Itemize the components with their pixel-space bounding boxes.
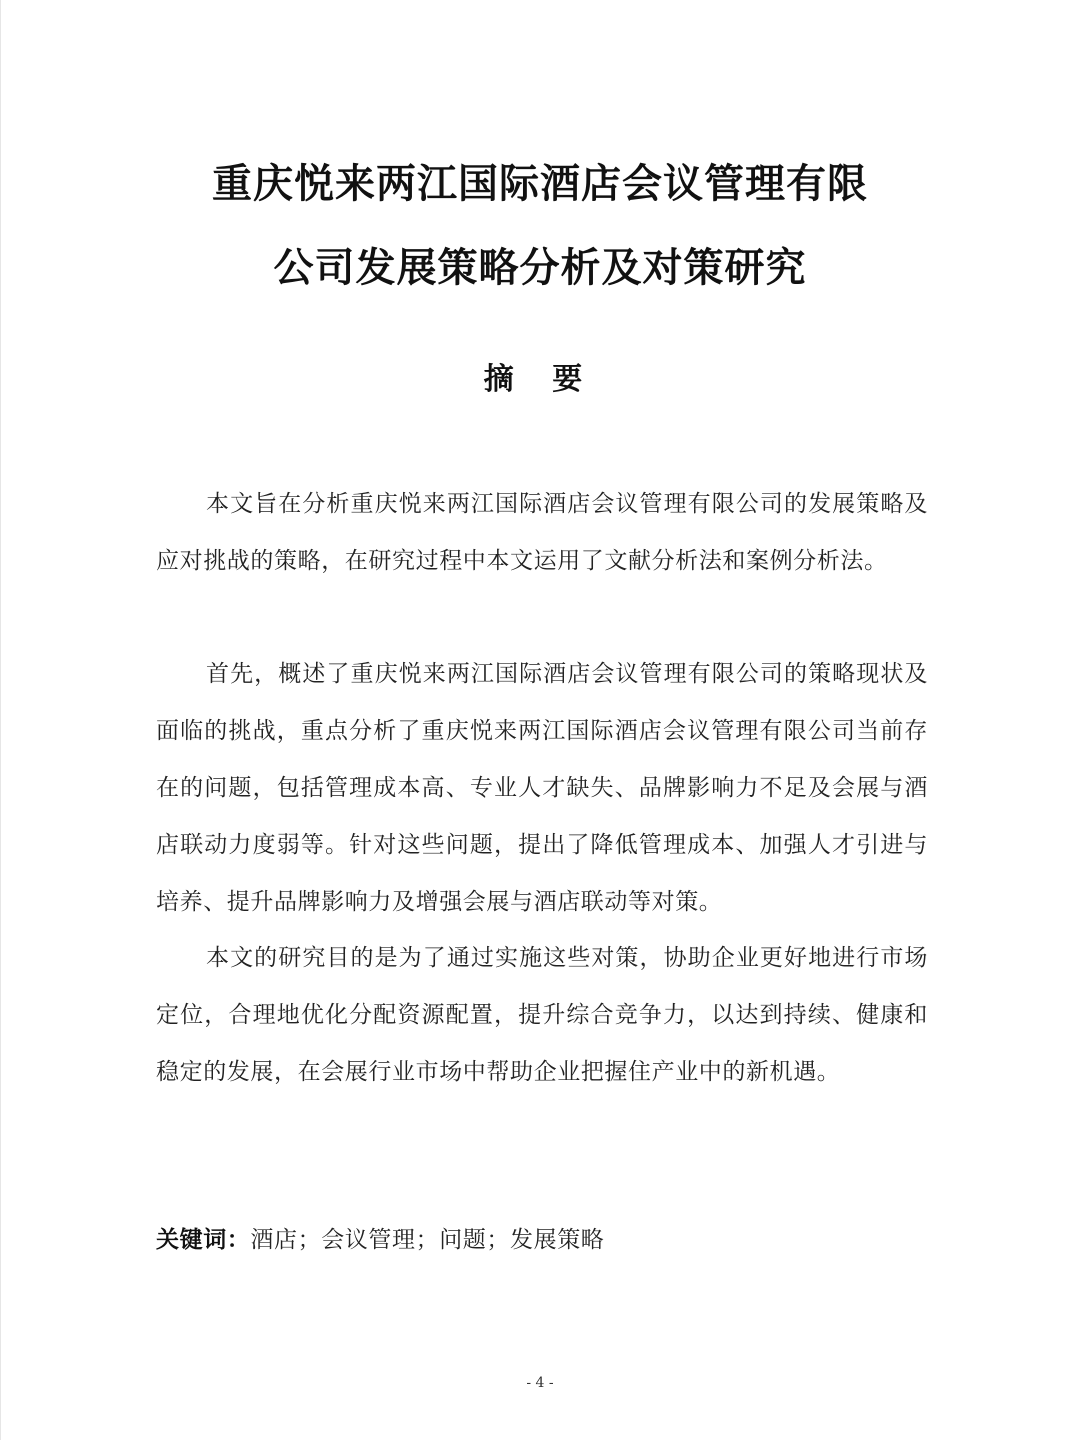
abstract-paragraph-1: 本文旨在分析重庆悦来两江国际酒店会议管理有限公司的发展策略及应对挑战的策略，在研究过程中本文运用了文献分析法和案例分析法。 (156, 491, 928, 574)
keywords-value: 酒店；会议管理；问题；发展策略 (250, 1227, 605, 1253)
title-line-1: 重庆悦来两江国际酒店会议管理有限 (212, 161, 868, 207)
abstract-paragraph-2: 首先，概述了重庆悦来两江国际酒店会议管理有限公司的策略现状及面临的挑战，重点分析了重庆悦来两江国际酒店会议管理有限公司当前存在的问题，包括管理成本高、专业人才缺失、品牌影响力不足及会展与酒店联动力度弱等。针对这些问题，提出了降低管理成本、加强人才引进与培养、提升品牌影响力及增强会展与酒店联动等对策。 (156, 661, 928, 915)
page-number: - 4 - (526, 1375, 554, 1391)
page-edge-divider (0, 0, 1, 1440)
abstract-heading: 摘 要 (483, 362, 597, 397)
abstract-paragraph-3: 本文的研究目的是为了通过实施这些对策，协助企业更好地进行市场定位，合理地优化分配资源配置，提升综合竞争力，以达到持续、健康和稳定的发展，在会展行业市场中帮助企业把握住产业中的新机遇。 (156, 945, 928, 1085)
keywords-line (156, 1220, 928, 1260)
title-line-2: 公司发展策略分析及对策研究 (273, 245, 807, 291)
keywords-label: 关键词： (156, 1227, 251, 1253)
